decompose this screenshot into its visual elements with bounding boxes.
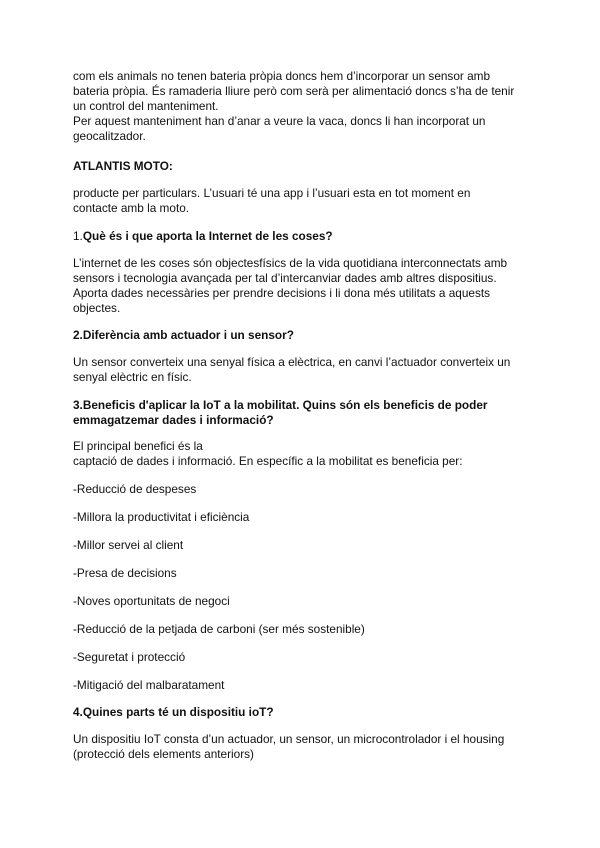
document-body <box>73 69 543 773</box>
list-item: -Millor servei al client <box>73 538 184 552</box>
question-4-heading: 4.Quines parts té un dispositiu ioT? <box>73 705 274 719</box>
question-4-answer: Un dispositiu IoT consta d’un actuador, un sensor, un microcontrolador i el housing (protecció dels elements anteriors) <box>73 732 505 761</box>
atlantis-moto-body: producte per particulars. L’usuari té una app i l’usuari esta en tot moment en contacte amb la moto. <box>73 186 471 215</box>
intro-paragraph-2: Per aquest manteniment han d’anar a veure la vaca, doncs li han incorporat un geocalitzador. <box>73 114 486 143</box>
question-1-heading <box>73 229 543 244</box>
list-item: -Reducció de despeses <box>73 482 197 496</box>
list-item: -Millora la productivitat i eficiència <box>73 510 250 524</box>
intro-paragraph-1: com els animals no tenen bateria pròpia doncs hem d’incorporar un sensor amb bateria pròpia. És ramaderia lliure però com serà per alimentació doncs s’ha de tenir un control del manteniment. <box>73 69 515 113</box>
question-3-intro-line-1: El principal benefici és la <box>73 439 203 453</box>
question-1-number: 1. <box>73 229 83 243</box>
atlantis-moto-heading: ATLANTIS MOTO: <box>73 159 173 173</box>
question-1-answer: L’internet de les coses són objectesfísics de la vida quotidiana interconnectats amb sensors i tecnologia avançada per tal d’intercanviar dades amb altres dispositius. Aporta dades necessàries per prendre decisions i li dona més utilitats a aquests objectes. <box>73 256 508 315</box>
list-item: -Mitigació del malbaratament <box>73 678 225 692</box>
question-1-title: Què és i que aporta la Internet de les coses? <box>82 229 333 243</box>
benefits-list <box>73 482 543 693</box>
question-3-intro-line-2: captació de dades i informació. En específic a la mobilitat es beneficia per: <box>73 454 463 468</box>
list-item: -Noves oportunitats de negoci <box>73 594 230 608</box>
list-item: -Seguretat i protecció <box>73 650 186 664</box>
list-item: -Presa de decisions <box>73 566 177 580</box>
question-2-heading: 2.Diferència amb actuador i un sensor? <box>73 328 294 342</box>
question-3-heading: 3.Beneficis d'aplicar la IoT a la mobilitat. Quins són els beneficis de poder emmagatzemar dades i informació? <box>73 398 488 427</box>
question-2-answer: Un sensor converteix una senyal física a elèctrica, en canvi l’actuador converteix un senyal elèctric en físic. <box>73 355 511 384</box>
list-item: -Reducció de la petjada de carboni (ser més sostenible) <box>73 622 365 636</box>
